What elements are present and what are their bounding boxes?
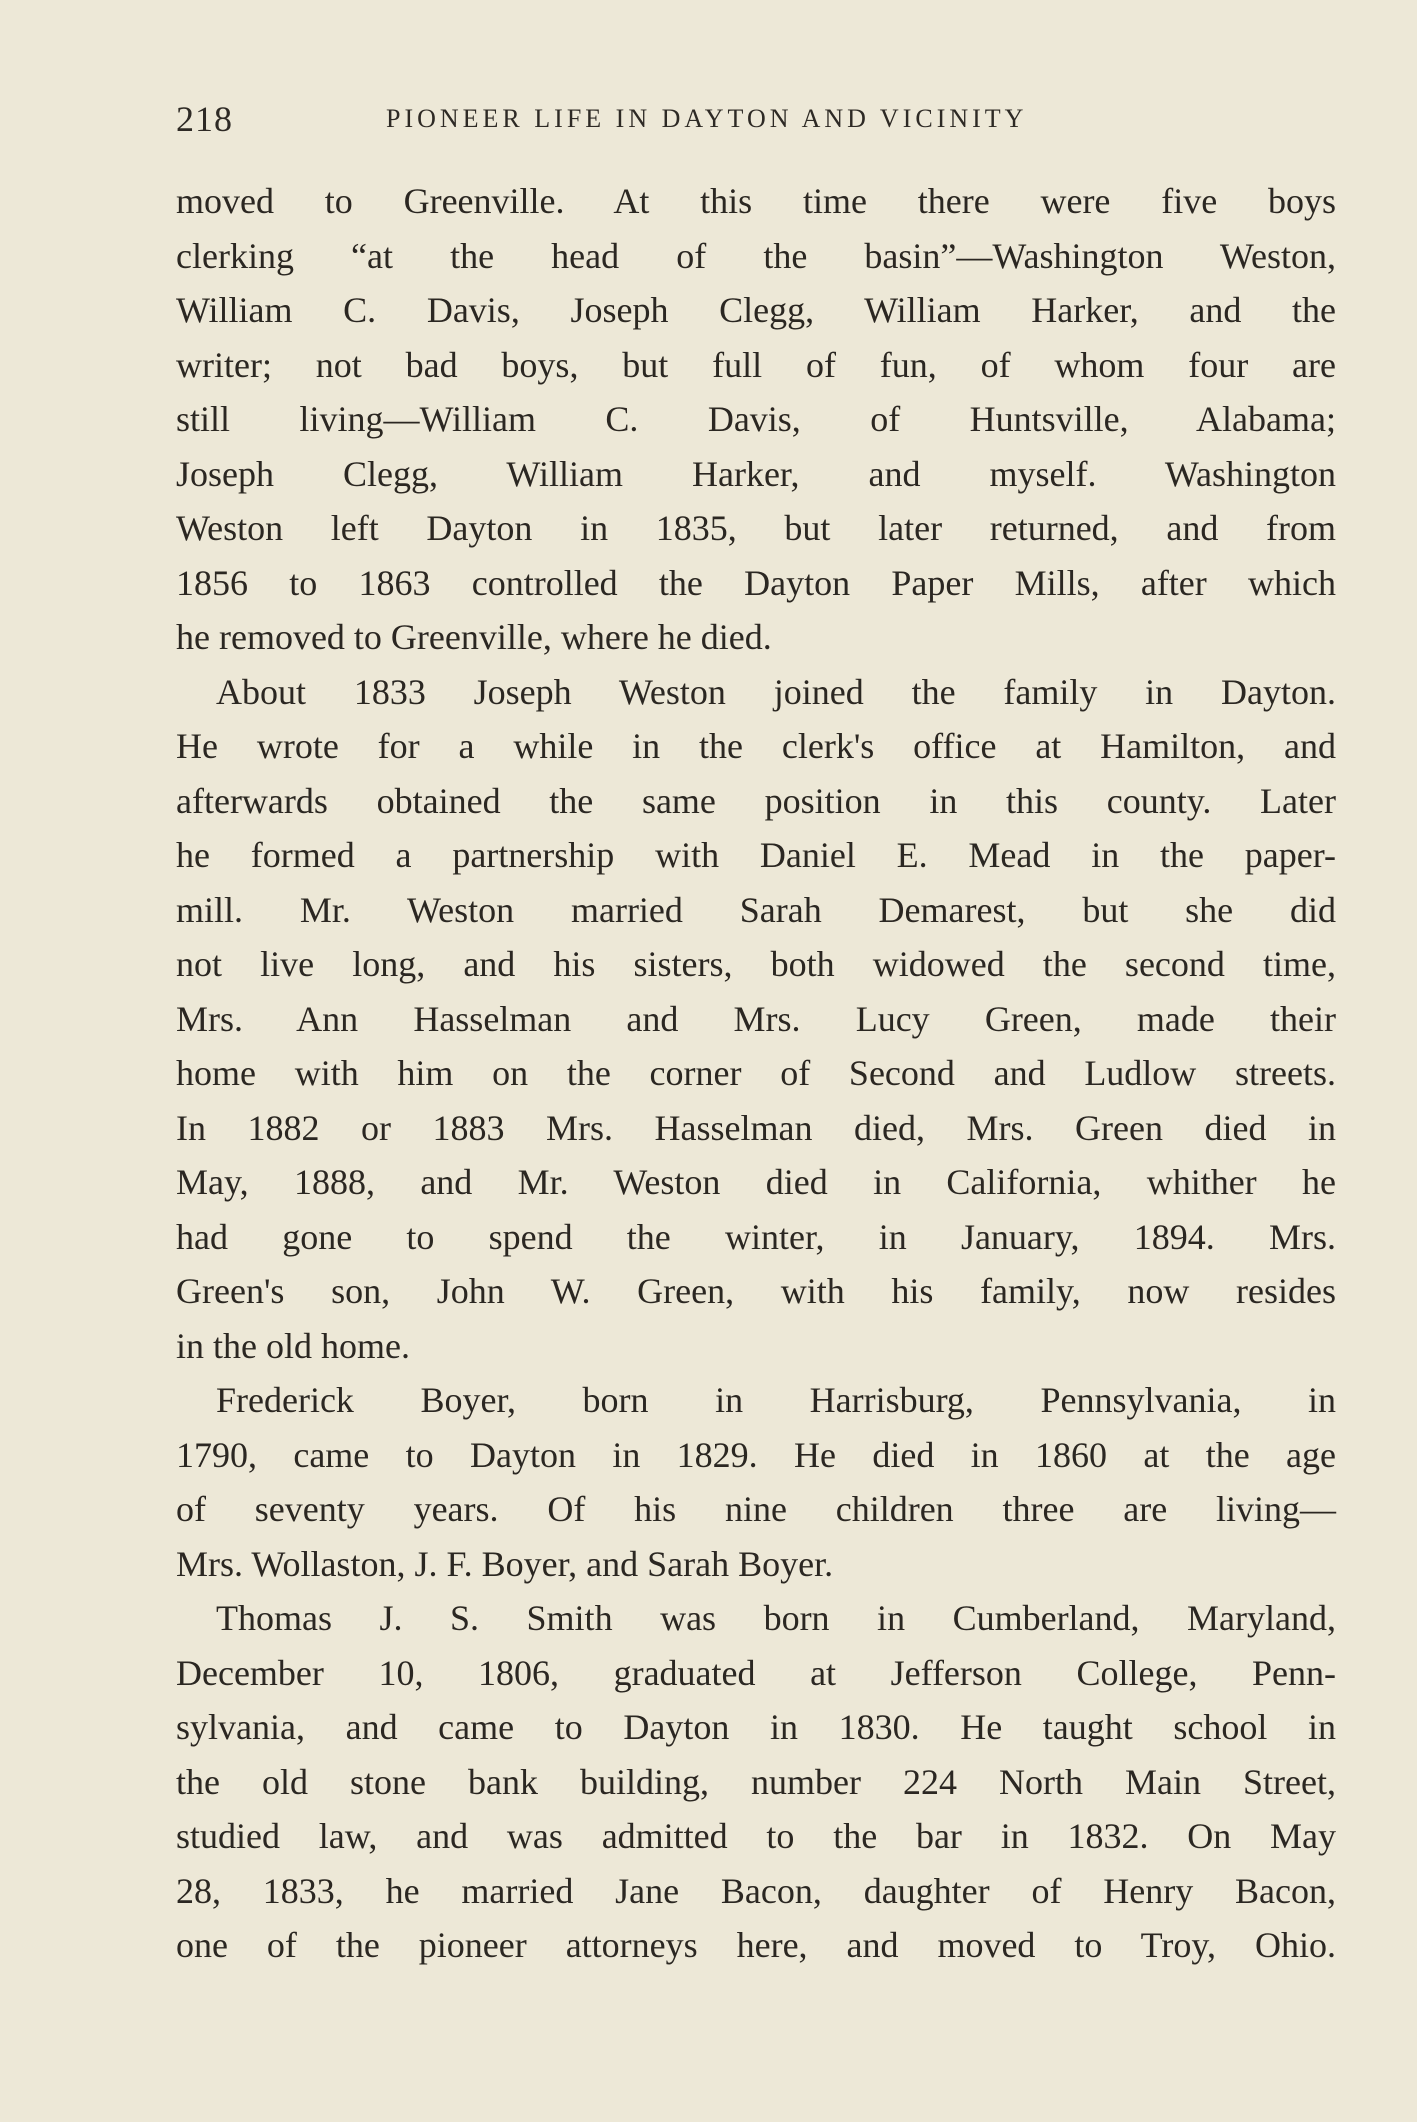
text-line: Mrs. Ann Hasselman and Mrs. Lucy Green, made their <box>176 998 1336 1039</box>
text-line: writer; not bad boys, but full of fun, of whom four are <box>176 344 1336 385</box>
text-line: of seventy years. Of his nine children three are living— <box>176 1489 1336 1529</box>
text-line: Joseph Clegg, William Harker, and myself. Washington <box>176 453 1336 494</box>
page-number: 218 <box>176 99 233 139</box>
text-line: home with him on the corner of Second and Ludlow streets. <box>176 1053 1336 1093</box>
text-line: 1790, came to Dayton in 1829. He died in 1860 at the age <box>176 1434 1336 1475</box>
text-line: Green's son, John W. Green, with his family, now resides <box>176 1271 1336 1311</box>
text-line: Mrs. Wollaston, J. F. Boyer, and Sarah Boyer. <box>176 1543 834 1584</box>
text-line: 1856 to 1863 controlled the Dayton Paper Mills, after which <box>176 562 1336 603</box>
text-line: Weston left Dayton in 1835, but later returned, and from <box>176 508 1336 548</box>
paragraph <box>176 1591 1336 1973</box>
text-line: had gone to spend the winter, in January, 1894. Mrs. <box>176 1216 1336 1257</box>
text-line: still living—William C. Davis, of Huntsville, Alabama; <box>176 399 1336 439</box>
paragraph <box>176 174 1336 665</box>
text-line: studied law, and was admitted to the bar in 1832. On May <box>176 1816 1336 1856</box>
text-line: the old stone bank building, number 224 North Main Street, <box>176 1761 1336 1802</box>
text-line: afterwards obtained the same position in this county. Later <box>176 780 1336 821</box>
text-line: he formed a partnership with Daniel E. Mead in the paper- <box>176 835 1336 875</box>
text-line: May, 1888, and Mr. Weston died in California, whither he <box>176 1162 1336 1202</box>
text-line: In 1882 or 1883 Mrs. Hasselman died, Mrs. Green died in <box>176 1107 1336 1148</box>
text-line: he removed to Greenville, where he died. <box>176 617 772 657</box>
text-line: He wrote for a while in the clerk's office at Hamilton, and <box>176 726 1336 766</box>
text-line: mill. Mr. Weston married Sarah Demarest, but she did <box>176 889 1336 930</box>
text-line: not live long, and his sisters, both widowed the second time, <box>176 944 1336 984</box>
text-line: clerking “at the head of the basin”—Washington Weston, <box>176 235 1336 276</box>
body-text <box>176 174 1336 1973</box>
text-line: one of the pioneer attorneys here, and moved to Troy, Ohio. <box>176 1925 1336 1965</box>
text-line: About 1833 Joseph Weston joined the family in Dayton. <box>216 671 1336 712</box>
page-header <box>176 98 1336 152</box>
text-line: Thomas J. S. Smith was born in Cumberland, Maryland, <box>216 1598 1336 1638</box>
running-title: PIONEER LIFE IN DAYTON AND VICINITY <box>386 104 1028 133</box>
text-line: moved to Greenville. At this time there were five boys <box>176 181 1336 221</box>
paragraph <box>176 665 1336 1374</box>
text-line: William C. Davis, Joseph Clegg, William Harker, and the <box>176 290 1336 330</box>
paragraph <box>176 1373 1336 1591</box>
text-line: 28, 1833, he married Jane Bacon, daughter of Henry Bacon, <box>176 1870 1336 1911</box>
text-line: sylvania, and came to Dayton in 1830. He taught school in <box>176 1707 1336 1747</box>
text-line: in the old home. <box>176 1325 410 1366</box>
text-line: December 10, 1806, graduated at Jefferson College, Penn- <box>176 1652 1336 1693</box>
text-line: Frederick Boyer, born in Harrisburg, Pennsylvania, in <box>216 1380 1336 1420</box>
